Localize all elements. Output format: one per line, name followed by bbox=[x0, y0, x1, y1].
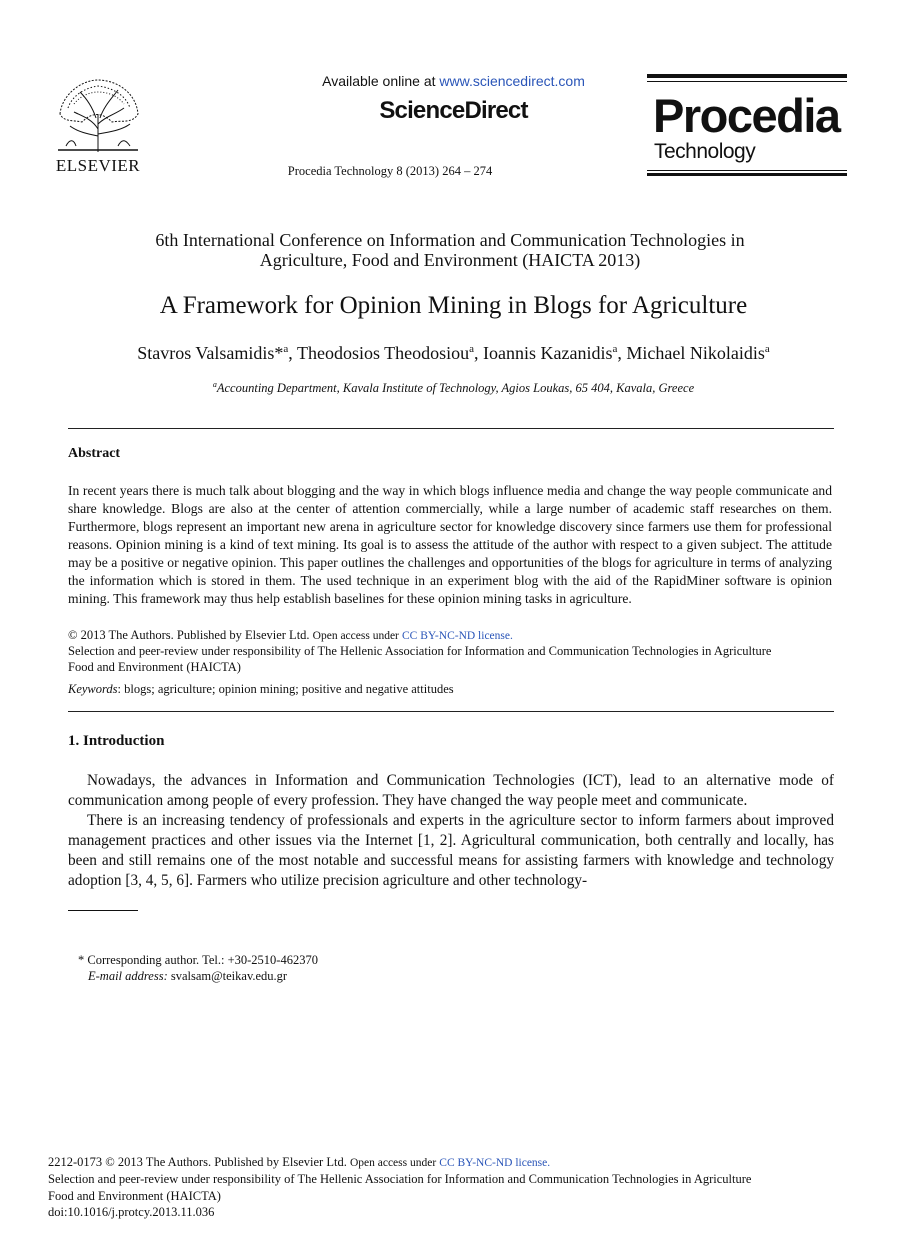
keywords-line bbox=[68, 681, 834, 697]
email-address: svalsam@teikav.edu.gr bbox=[167, 969, 288, 983]
author-name: Stavros Valsamidis* bbox=[137, 343, 284, 363]
author-list bbox=[0, 343, 907, 364]
sciencedirect-link[interactable]: www.sciencedirect.com bbox=[439, 73, 585, 89]
sciencedirect-logo: ScienceDirect bbox=[379, 97, 528, 124]
procedia-subtitle: Technology bbox=[654, 140, 756, 163]
email-note bbox=[88, 968, 287, 984]
author-name: Michael Nikolaidis bbox=[626, 343, 765, 363]
corresponding-author-note: * Corresponding author. Tel.: +30-2510-462370 bbox=[78, 953, 318, 967]
conference-line-1: 6th International Conference on Information and Communication Technologies in bbox=[155, 230, 745, 250]
license-link[interactable]: CC BY-NC-ND license. bbox=[402, 630, 513, 642]
doi: doi:10.1016/j.protcy.2013.11.036 bbox=[48, 1205, 215, 1219]
conference-name bbox=[80, 230, 820, 270]
abstract-bottom-rule bbox=[68, 711, 834, 712]
intro-paragraph-1: Nowadays, the advances in Information and Communication Technologies (ICT), lead to an alternative mode of communication among people of every profession. They have changed the way people meet and communicate. bbox=[68, 772, 834, 809]
procedia-bottom-rule-thin bbox=[647, 170, 847, 171]
issn-copyright: 2212-0173 © 2013 The Authors. Published by Elsevier Ltd. bbox=[48, 1155, 347, 1169]
bottom-license-link[interactable]: CC BY-NC-ND license. bbox=[439, 1157, 551, 1169]
copyright-line bbox=[68, 627, 834, 644]
keywords-label: Keywords bbox=[68, 682, 118, 696]
procedia-bottom-rule bbox=[647, 173, 847, 176]
section-heading-introduction: 1. Introduction bbox=[68, 733, 165, 749]
affiliation-text: Accounting Department, Kavala Institute of Technology, Agios Loukas, 65 404, Kavala, Greece bbox=[216, 381, 695, 396]
author-affil-sup: a bbox=[469, 343, 475, 355]
elsevier-wordmark: ELSEVIER bbox=[55, 156, 141, 175]
procedia-top-rule-thin bbox=[647, 81, 847, 82]
abstract-top-rule bbox=[68, 428, 834, 429]
issn-line bbox=[48, 1154, 848, 1172]
review-line-1: Selection and peer-review under responsibility of The Hellenic Association for Information and Communication Technologies in Agriculture bbox=[68, 644, 772, 658]
affiliation bbox=[0, 380, 907, 396]
conference-line-2: Agriculture, Food and Environment (HAICTA 2013) bbox=[259, 250, 641, 270]
affiliation-sup: a bbox=[212, 380, 217, 389]
elsevier-logo bbox=[52, 74, 144, 176]
available-prefix: Available online at bbox=[322, 73, 436, 89]
bottom-review-statement bbox=[48, 1171, 848, 1205]
author-affil-sup: a bbox=[612, 343, 618, 355]
open-access-text: Open access under bbox=[312, 630, 399, 642]
keywords-text: : blogs; agriculture; opinion mining; positive and negative attitudes bbox=[117, 682, 454, 696]
author-affil-sup: a bbox=[764, 343, 770, 355]
author-name: Ioannis Kazanidis bbox=[483, 343, 613, 363]
intro-paragraph-2: There is an increasing tendency of professionals and experts in the agriculture sector to inform farmers about improved management practices and other issues via the Internet [1, 2]. Agricultural communication, both centrally and locally, has been and still remains one of the most notable and successful means for assisting farmers with knowledge and technology adoption [3, 4, 5, 6]. Farmers who utilize precision agriculture and other technology- bbox=[68, 812, 834, 889]
copyright-text: © 2013 The Authors. Published by Elsevier Ltd. bbox=[68, 628, 310, 642]
review-statement bbox=[68, 643, 834, 675]
paper-title: A Framework for Opinion Mining in Blogs for Agriculture bbox=[159, 292, 748, 319]
author-separator: , bbox=[474, 343, 484, 363]
footnote-rule bbox=[68, 910, 138, 911]
procedia-title: Procedia bbox=[653, 89, 840, 142]
abstract-body: In recent years there is much talk about blogging and the way in which blogs influence media and change the way people communicate and share knowledge. Blogs are also at the center of attention commercially, while a large number of academic staff researches on them. Furthermore, blogs represent an important new arena in agriculture sector for knowledge discovery since farmers use them for professional reasons. Opinion mining is a kind of text mining. Its goal is to assess the attitude of the author with respect to a given subject. The attitude may be a positive or negative opinion. This paper outlines the challenges and opportunities of the blogs for agriculture in terms of analyzing the information which is stored in them. The used technique in an experiment blog with the aid of the RapidMiner software is opinion mining. This framework may thus help establish baselines for these opinion mining tasks in agriculture. bbox=[68, 483, 832, 606]
email-label: E-mail address: bbox=[88, 969, 168, 983]
bottom-open-access: Open access under bbox=[349, 1157, 437, 1169]
author-separator: , bbox=[288, 343, 297, 363]
procedia-logo bbox=[647, 74, 847, 176]
author-separator: , bbox=[617, 343, 627, 363]
abstract-heading: Abstract bbox=[68, 446, 121, 461]
author-affil-sup: a bbox=[283, 343, 289, 355]
review-line-2: Food and Environment (HAICTA) bbox=[68, 660, 241, 674]
author-name: Theodosios Theodosiou bbox=[296, 343, 470, 363]
journal-reference: Procedia Technology 8 (2013) 264 – 274 bbox=[287, 164, 493, 178]
bottom-review-line-2: Food and Environment (HAICTA) bbox=[48, 1189, 221, 1203]
bottom-review-line-1: Selection and peer-review under responsibility of The Hellenic Association for Information and Communication Technologies in Agriculture bbox=[48, 1172, 752, 1186]
procedia-top-rule bbox=[647, 74, 847, 78]
